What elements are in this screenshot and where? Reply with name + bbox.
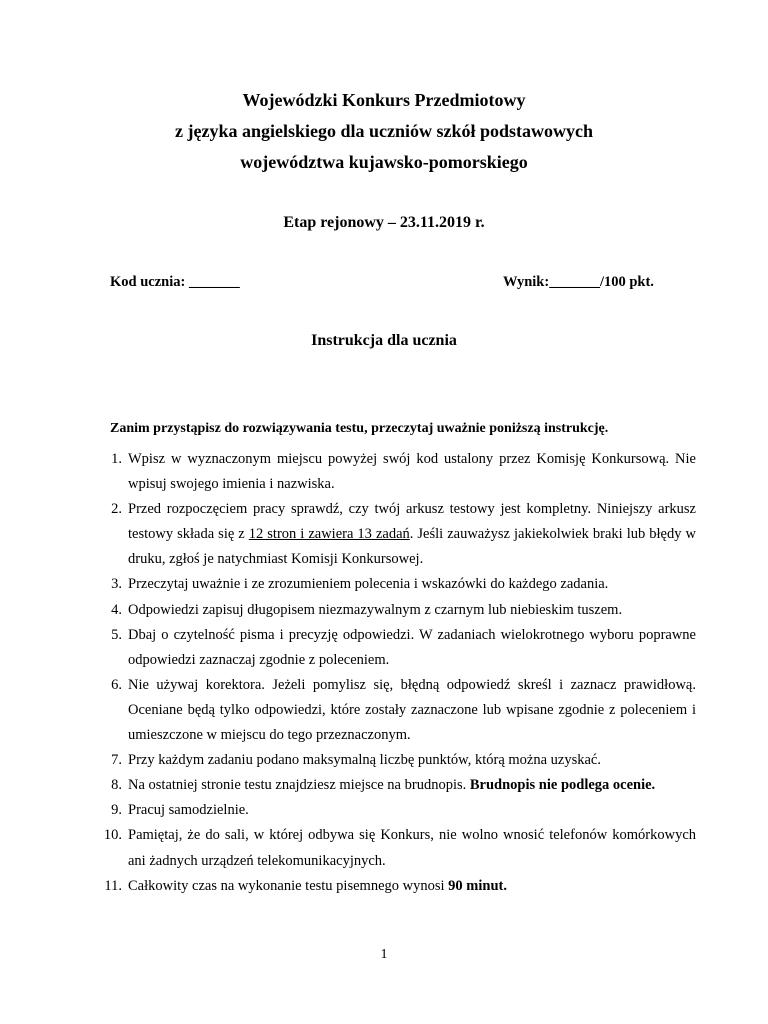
bold-text: Brudnopis nie podlega ocenie. <box>469 777 656 794</box>
item-text: Wpisz w wyznaczonym miejscu powyżej swój kod ustalony przez Komisję Konkursową. Nie wpisuj swojego imienia i nazwiska. <box>128 451 696 493</box>
item-text-part: Całkowity czas na wykonanie testu pisemnego wynosi <box>128 877 449 894</box>
document-title <box>0 85 768 178</box>
student-code-field: Kod ucznia: _______ <box>110 274 240 290</box>
item-text <box>128 773 696 798</box>
list-item <box>100 823 696 873</box>
list-item <box>100 447 696 497</box>
item-text-part: Przed rozpoczęciem pracy sprawdź, czy twój arkusz testowy jest kompletny. Niniejszy arkusz testowy składa się z <box>128 501 696 543</box>
list-item <box>100 798 696 823</box>
item-text <box>128 497 696 572</box>
item-number: 10. <box>103 827 122 844</box>
item-number: 8. <box>111 777 122 794</box>
list-item <box>100 748 696 773</box>
bold-text: 90 minut. <box>448 877 507 894</box>
instructions-list <box>100 447 696 899</box>
item-text: Pamiętaj, że do sali, w której odbywa się Konkurs, nie wolno wnosić telefonów komórkowych ani żadnych urządzeń telekomunikacyjnych. <box>128 827 696 869</box>
list-item <box>100 497 696 572</box>
item-number: 5. <box>111 626 122 643</box>
item-number: 4. <box>111 601 122 618</box>
item-text-part: Na ostatniej stronie testu znajdziesz miejsce na brudnopis. <box>128 777 470 794</box>
item-text: Przy każdym zadaniu podano maksymalną liczbę punktów, którą można uzyskać. <box>128 752 601 769</box>
list-item <box>100 598 696 623</box>
item-number: 6. <box>111 676 122 693</box>
instructions-heading: Instrukcja dla ucznia <box>311 332 457 349</box>
item-number: 3. <box>111 576 122 593</box>
list-item <box>100 773 696 798</box>
instructions-intro: Zanim przystąpisz do rozwiązywania testu, przeczytaj uważnie poniższą instrukcję. <box>110 421 609 436</box>
title-line-1: Wojewódzki Konkurs Przedmiotowy <box>242 90 526 110</box>
item-text: Dbaj o czytelność pisma i precyzję odpowiedzi. W zadaniach wielokrotnego wyboru poprawne odpowiedzi zaznaczaj zgodnie z poleceniem. <box>128 626 696 668</box>
list-item <box>100 572 696 597</box>
score-field: Wynik:_______/100 pkt. <box>503 274 654 290</box>
list-item <box>100 623 696 673</box>
item-number: 9. <box>111 802 122 819</box>
stage-date: Etap rejonowy – 23.11.2019 r. <box>283 214 485 231</box>
list-item <box>100 673 696 748</box>
item-text: Odpowiedzi zapisuj długopisem niezmazywalnym z czarnym lub niebieskim tuszem. <box>128 601 623 618</box>
item-text <box>128 874 696 899</box>
item-number: 7. <box>111 752 122 769</box>
item-number: 1. <box>111 451 122 467</box>
underlined-text: 12 stron i zawiera 13 zadań <box>248 526 410 543</box>
item-text: Pracuj samodzielnie. <box>128 802 249 819</box>
title-line-2: z języka angielskiego dla uczniów szkół podstawowych <box>174 121 594 141</box>
title-line-3: województwa kujawsko-pomorskiego <box>240 152 528 172</box>
item-text-part: . Jeśli zauważysz jakiekolwiek braki lub błędy w druku, zgłoś je natychmiast Komisji Konkursowej. <box>128 526 696 568</box>
page-number: 1 <box>380 947 388 962</box>
list-item <box>100 874 696 899</box>
item-text: Nie używaj korektora. Jeżeli pomylisz się, błędną odpowiedź skreśl i zaznacz prawidłową. Oceniane będą tylko odpowiedzi, które zostały zaznaczone lub wpisane zgodnie z poleceniem i umieszczone w miejscu do tego przeznaczonym. <box>128 676 696 744</box>
item-number: 11. <box>104 877 122 894</box>
item-number: 2. <box>111 501 122 518</box>
item-text: Przeczytaj uważnie i ze zrozumieniem polecenia i wskazówki do każdego zadania. <box>128 576 609 593</box>
